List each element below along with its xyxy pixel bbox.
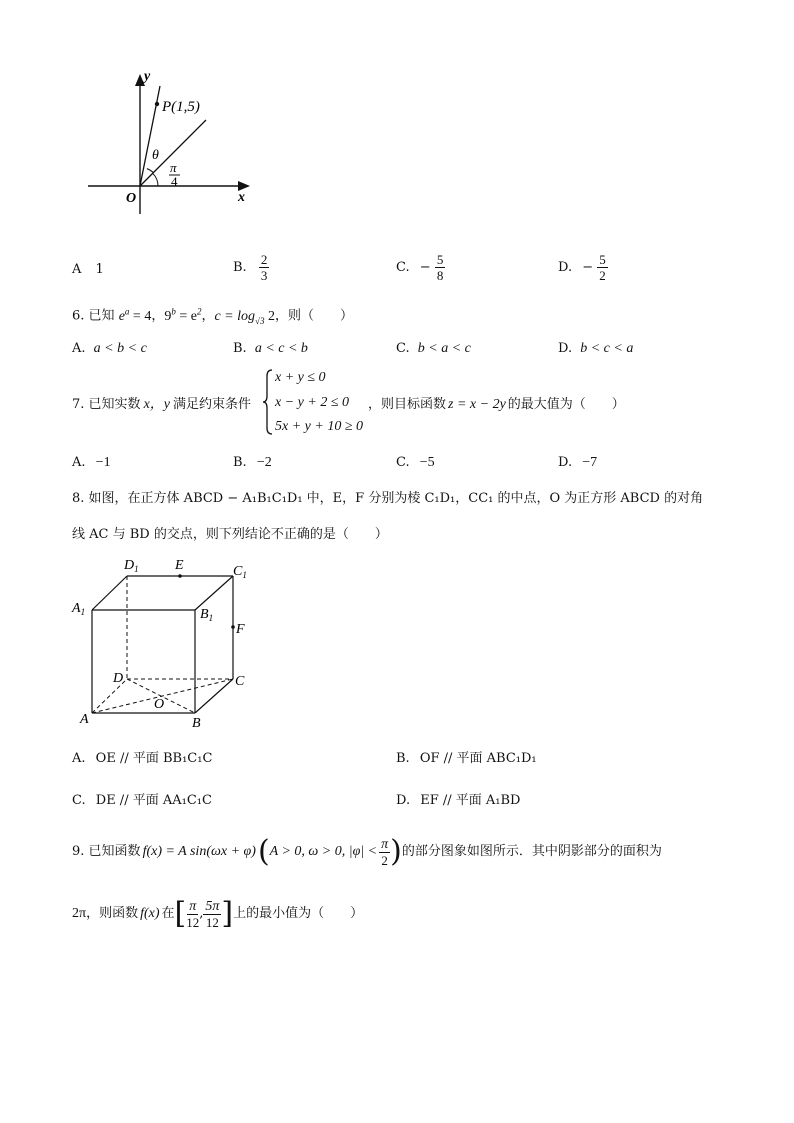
label-a1: $A_1$ xyxy=(72,601,86,617)
label-c: C xyxy=(235,674,245,689)
q8-choice-a[interactable]: A. OE // 平面 BB₁C₁C xyxy=(72,751,213,766)
label-b1: $B_1$ xyxy=(200,607,214,623)
q9-stem-line1: 9. 已知函数 f(x) = A sin(ωx + φ) ( A > 0, ω > 0, |φ| < $\frac{\pi}{2}$ ) 的部分图象如图所示．其中阴影部分的面积为 xyxy=(72,834,662,869)
q9-cond-fraction: $\frac{\pi}{2}$ xyxy=(381,836,389,868)
q5-b-fraction: $\frac{2}{3}$ xyxy=(260,252,268,283)
y-label: y xyxy=(144,69,151,84)
x-label: x xyxy=(238,190,245,205)
q8-choice-c[interactable]: C. DE // 平面 AA₁C₁C xyxy=(72,793,212,808)
cube-diagram xyxy=(70,555,260,735)
q7-constraint-1: x + y ≤ 0 xyxy=(275,370,326,385)
q6-choice-b[interactable]: B. a < c < b xyxy=(233,341,308,356)
angle-num: π xyxy=(170,160,177,175)
q7-stem: 7. 已知实数 x，y 满足约束条件 xyxy=(72,397,252,412)
q5-choice-b[interactable]: B. $\frac{2}{3}$ xyxy=(233,252,268,283)
q9-interval-a: $\frac{\pi}{12}$ xyxy=(186,898,200,930)
q9-stem-line2: 2π ，则函数 f(x) 在 [ $\frac{\pi}{12}$ , $\frac{5\pi}{12}$ ] 上的最小值为（ ） xyxy=(72,896,364,931)
label-e: E xyxy=(175,558,184,573)
q9-interval-b: $\frac{5\pi}{12}$ xyxy=(205,898,220,930)
q8-choice-d[interactable]: D. EF // 平面 A₁BD xyxy=(396,793,521,808)
q8-stem-line2: 线 AC 与 BD 的交点，则下列结论不正确的是（ ） xyxy=(72,527,388,542)
q6-stem: 6. 已知 $e^a = 4$，$9^b = e^2$，$c = \log_{√3} 2$，则（ ） xyxy=(72,306,353,326)
pi-4-arc xyxy=(153,173,158,186)
label-o: O xyxy=(154,697,165,712)
q7-choice-c[interactable]: C. −5 xyxy=(396,455,435,470)
q7-choice-d[interactable]: D. −7 xyxy=(558,455,598,470)
q7-choice-b[interactable]: B. −2 xyxy=(233,455,272,470)
q6-choice-a[interactable]: A. a < b < c xyxy=(72,341,147,356)
q5-choice-a[interactable]: A 1 xyxy=(72,262,104,277)
q7-stem-tail: ，则目标函数 z = x − 2y 的最大值为（ ） xyxy=(368,397,625,412)
label-d: D xyxy=(113,671,124,686)
q5-choice-d[interactable]: D. − $\frac{5}{2}$ xyxy=(558,252,606,283)
theta-arc xyxy=(147,169,154,173)
label-c1: $C_1$ xyxy=(233,564,247,580)
label-b: B xyxy=(192,716,201,731)
theta-label: θ xyxy=(152,148,159,163)
ray-op xyxy=(140,86,160,186)
q8-choice-b[interactable]: B. OF // 平面 ABC₁D₁ xyxy=(396,751,537,766)
label-d1: $D_1$ xyxy=(124,558,139,574)
label-a: A xyxy=(80,712,89,727)
q7-brace xyxy=(262,368,274,436)
label-f: F xyxy=(236,622,245,637)
q7-constraint-2: x − y + 2 ≤ 0 xyxy=(275,395,350,410)
q6-choice-d[interactable]: D. b < c < a xyxy=(558,341,634,356)
q8-stem-line1: 8. 如图，在正方体 ABCD − A₁B₁C₁D₁ 中，E，F 分别为棱 C₁D₁，CC₁ 的中点，O 为正方形 ABCD 的对角 xyxy=(72,491,704,506)
q6-choice-c[interactable]: C. b < a < c xyxy=(396,341,471,356)
point-label: P(1,5) xyxy=(162,99,200,115)
origin-label: O xyxy=(126,191,137,206)
q5-choice-c[interactable]: C. − $\frac{5}{8}$ xyxy=(396,252,444,283)
q5-d-fraction: $\frac{5}{2}$ xyxy=(599,252,606,283)
q7-constraint-3: 5x + y + 10 ≥ 0 xyxy=(275,419,364,434)
angle-den: 4 xyxy=(171,174,178,189)
angle-diagram xyxy=(80,62,270,222)
q7-choice-a[interactable]: A. −1 xyxy=(72,455,111,470)
point-p xyxy=(155,102,159,106)
q5-c-fraction: $\frac{5}{8}$ xyxy=(436,252,444,283)
